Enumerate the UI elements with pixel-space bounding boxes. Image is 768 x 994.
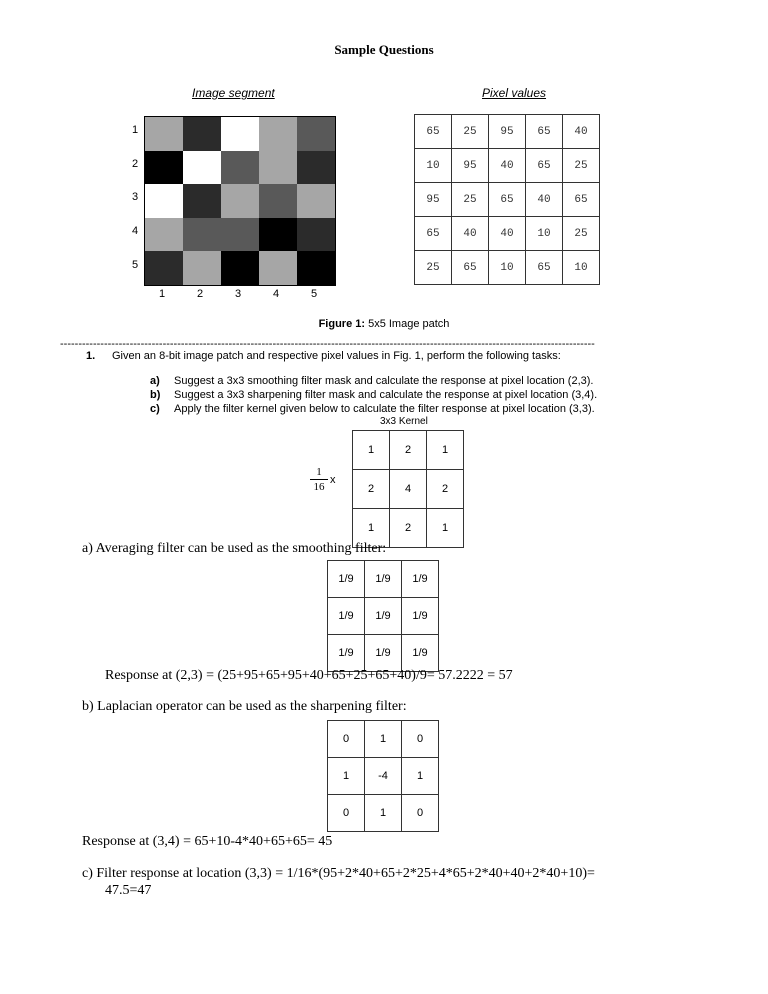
mask-cell: 1 [365,795,402,832]
pixel-value-cell: 95 [489,115,526,149]
pixel-value-cell: 95 [415,183,452,217]
mask-row [328,795,439,832]
answer-b-response: Response at (3,4) = 65+10-4*40+65+65= 45 [82,834,333,849]
image-pixel [183,151,221,185]
pixel-value-cell: 10 [489,251,526,285]
pixel-value-cell: 25 [563,217,600,251]
image-pixel [145,251,183,285]
mask-cell: 1 [328,758,365,795]
mask-cell: 1/9 [402,635,439,672]
answer-c-result: 47.5=47 [105,883,152,898]
image-pixel [221,218,259,252]
task-label: b) [150,389,161,401]
pixel-value-cell: 40 [452,217,489,251]
pixel-value-cell: 25 [452,183,489,217]
question-text: Given an 8-bit image patch and respective pixel values in Fig. 1, perform the following tasks: [112,350,561,362]
pixel-value-cell: 10 [415,149,452,183]
mask-cell: 1/9 [365,635,402,672]
image-pixel [259,184,297,218]
laplacian-mask-table [327,720,439,832]
question-number: 1. [86,350,96,362]
y-tick: 1 [132,124,139,136]
pixel-value-cell: 65 [489,183,526,217]
pixel-value-cell: 10 [563,251,600,285]
task-text: Apply the filter kernel given below to calculate the filter response at pixel location (3,3). [174,403,595,415]
kernel-table [352,430,464,548]
image-pixel [297,117,335,151]
mask-row [328,635,439,672]
pixel-value-cell: 40 [489,149,526,183]
pixel-row [415,217,600,251]
mask-cell: 2 [390,431,427,470]
figure-caption-text: 5x5 Image patch [365,318,450,330]
averaging-mask-table [327,560,439,672]
answer-b-text: b) Laplacian operator can be used as the sharpening filter: [82,699,407,714]
pixel-value-cell: 65 [526,149,563,183]
task-label: a) [150,375,160,387]
page-title: Sample Questions [334,42,434,57]
mask-cell: 1/9 [328,598,365,635]
image-pixel [183,117,221,151]
answer-c-response: c) Filter response at location (3,3) = 1/16*(95+2*40+65+2*25+4*65+2*40+40+2*40+10)= [82,866,595,881]
mask-cell: 1 [353,431,390,470]
image-pixel [183,184,221,218]
figure-label: Figure 1: [318,318,366,330]
image-pixel [221,184,259,218]
pixel-row [415,149,600,183]
image-pixel [259,251,297,285]
image-pixel [259,218,297,252]
mask-row [328,721,439,758]
y-tick: 3 [132,191,139,203]
x-tick: 4 [273,288,280,300]
y-tick: 4 [132,225,139,237]
x-tick: 2 [197,288,204,300]
pixel-value-cell: 25 [563,149,600,183]
mask-cell: 1/9 [328,561,365,598]
kernel-caption: 3x3 Kernel [380,416,428,427]
mask-cell: 0 [328,795,365,832]
x-tick: 3 [235,288,242,300]
figure-caption [0,318,768,330]
image-pixel [145,184,183,218]
mask-cell: 1/9 [365,561,402,598]
image-pixel [259,151,297,185]
image-pixel [221,151,259,185]
x-tick: 5 [311,288,318,300]
pixel-value-cell: 65 [526,251,563,285]
mask-row [328,758,439,795]
image-segment-plot [144,116,336,286]
image-pixel [221,251,259,285]
pixel-row [415,251,600,285]
mask-row [328,598,439,635]
image-pixel [297,184,335,218]
multiply-sign: x [330,474,336,486]
x-tick: 1 [159,288,166,300]
mask-cell: 1/9 [328,635,365,672]
y-tick: 5 [132,259,139,271]
mask-cell: 1 [427,431,464,470]
pixel-value-cell: 25 [415,251,452,285]
pixel-value-cell: 95 [452,149,489,183]
task-label: c) [150,403,160,415]
pixel-value-cell: 40 [489,217,526,251]
mask-cell: -4 [365,758,402,795]
answer-a-response: Response at (2,3) = (25+95+65+95+40+65+25+65+40)/9= 57.2222 = 57 [105,668,513,683]
kernel-fraction [310,466,328,494]
mask-cell: 1/9 [402,598,439,635]
image-pixel [145,117,183,151]
image-pixel [183,218,221,252]
mask-cell: 1/9 [365,598,402,635]
mask-cell: 4 [390,470,427,509]
mask-row [353,431,464,470]
image-grid [145,117,335,285]
pixel-row [415,115,600,149]
image-pixel [145,151,183,185]
pixel-row [415,183,600,217]
pixel-values-caption: Pixel values [482,86,547,100]
image-pixel [297,218,335,252]
task-text: Suggest a 3x3 smoothing filter mask and calculate the response at pixel location (2,3). [174,375,594,387]
mask-row [353,470,464,509]
pixel-value-cell: 65 [452,251,489,285]
mask-cell: 2 [427,470,464,509]
dashed-divider: -------------------------------------------------------------------------------------------------------------------------------------------------- [60,338,595,350]
image-pixel [183,251,221,285]
mask-cell: 1 [402,758,439,795]
image-pixel [297,151,335,185]
image-segment-caption: Image segment [192,86,275,100]
pixel-value-cell: 40 [526,183,563,217]
mask-row [328,561,439,598]
task-b [150,389,597,401]
mask-cell: 2 [353,470,390,509]
mask-cell: 2 [390,509,427,548]
image-pixel [297,251,335,285]
image-pixel [145,218,183,252]
mask-cell: 0 [328,721,365,758]
pixel-value-cell: 65 [415,217,452,251]
pixel-value-cell: 25 [452,115,489,149]
pixel-value-cell: 40 [563,115,600,149]
mask-cell: 0 [402,795,439,832]
pixel-value-cell: 65 [563,183,600,217]
pixel-values-table [414,114,600,285]
image-pixel [221,117,259,151]
image-pixel [259,117,297,151]
mask-cell: 1 [353,509,390,548]
mask-cell: 1/9 [402,561,439,598]
y-tick: 2 [132,158,139,170]
question-1 [86,350,561,362]
mask-cell: 1 [365,721,402,758]
pixel-value-cell: 65 [415,115,452,149]
task-c [150,403,595,415]
fraction-denominator: 16 [313,481,325,493]
task-text: Suggest a 3x3 sharpening filter mask and calculate the response at pixel location (3,4). [174,389,598,401]
mask-cell: 1 [427,509,464,548]
mask-cell: 0 [402,721,439,758]
answer-a-text: a) Averaging filter can be used as the smoothing filter: [82,541,387,556]
pixel-value-cell: 10 [526,217,563,251]
task-a [150,375,593,387]
fraction-numerator: 1 [310,466,328,480]
pixel-value-cell: 65 [526,115,563,149]
